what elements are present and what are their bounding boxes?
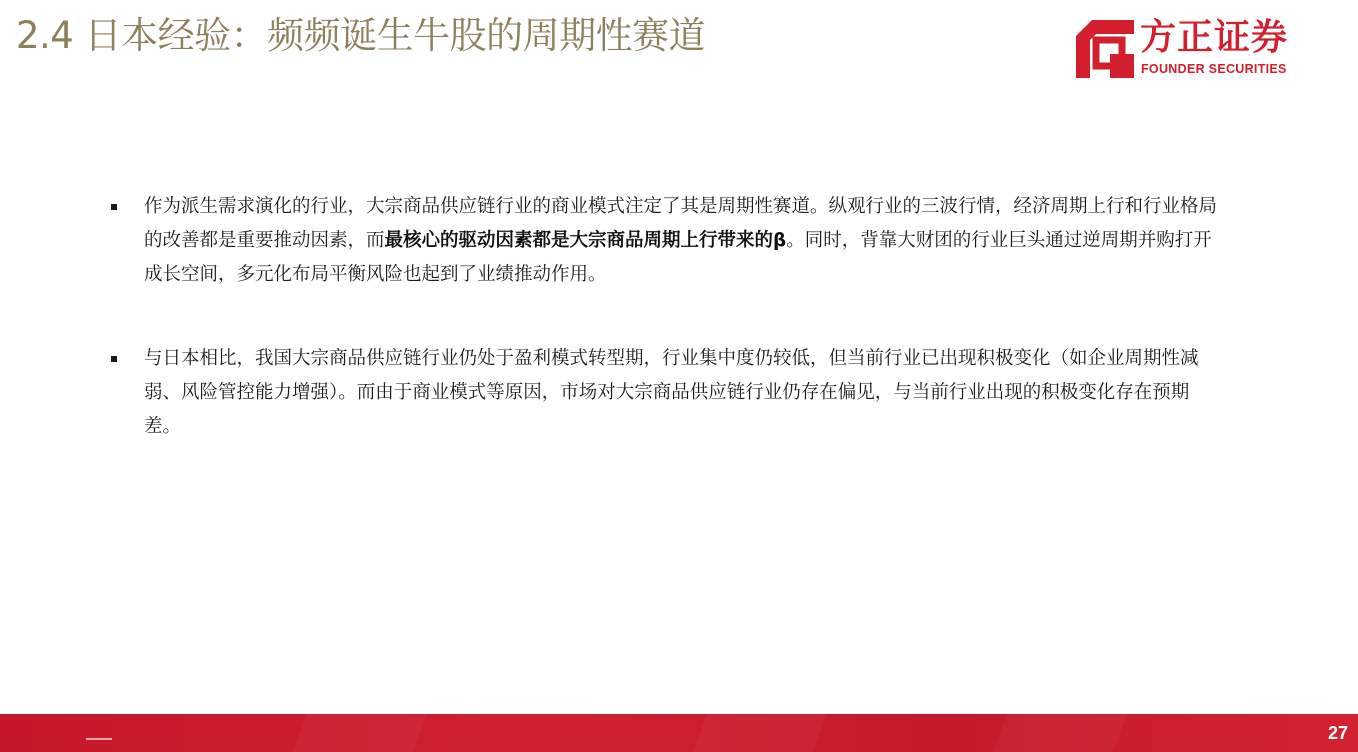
founder-logo-mark-icon <box>1074 18 1136 80</box>
bullet-1-text: 作为派生需求演化的行业，大宗商品供应链行业的商业模式注定了其是周期性赛道。纵观行业的三波行情，经济周期上行和行业格局的改善都是重要推动因素，而 <box>144 196 1218 251</box>
bullet-1-bold-text: 最核心的驱动因素都是大宗商品周期上行带来的β <box>384 230 787 251</box>
footer-stripe <box>693 714 827 752</box>
bullet-list <box>108 190 1218 444</box>
bullet-2-text: 与日本相比，我国大宗商品供应链行业仍处于盈利模式转型期，行业集中度仍较低，但当前行业已出现积极变化（如企业周期性减弱、风险管控能力增强）。而由于商业模式等原因，市场对大宗商品供应链行业仍存在偏见，与当前行业出现的积极变化存在预期差。 <box>144 348 1199 437</box>
bullet-square-icon <box>111 204 117 210</box>
footer-stripe <box>293 714 427 752</box>
footer-stripe <box>993 714 1127 752</box>
bullet-1-text-after: 。同时，背靠大财团的行业巨头通过逆周期并购打开成长空间，多元化布局平衡风险也起到了业绩推动作用。 <box>144 230 1212 285</box>
footer-mark <box>86 738 112 740</box>
bullet-square-icon <box>111 356 117 362</box>
bullet-item-1 <box>108 190 1218 292</box>
bullet-item-2 <box>108 342 1218 444</box>
logo-name-cn: 方正证券 <box>1140 17 1289 58</box>
slide-title: 2.4 日本经验：频频诞生牛股的周期性赛道 <box>16 14 706 57</box>
founder-securities-logo <box>1074 18 1304 80</box>
footer-bar <box>0 714 1358 752</box>
logo-name-en: FOUNDER SECURITIES <box>1141 62 1287 76</box>
page-number: 27 <box>1327 723 1348 743</box>
